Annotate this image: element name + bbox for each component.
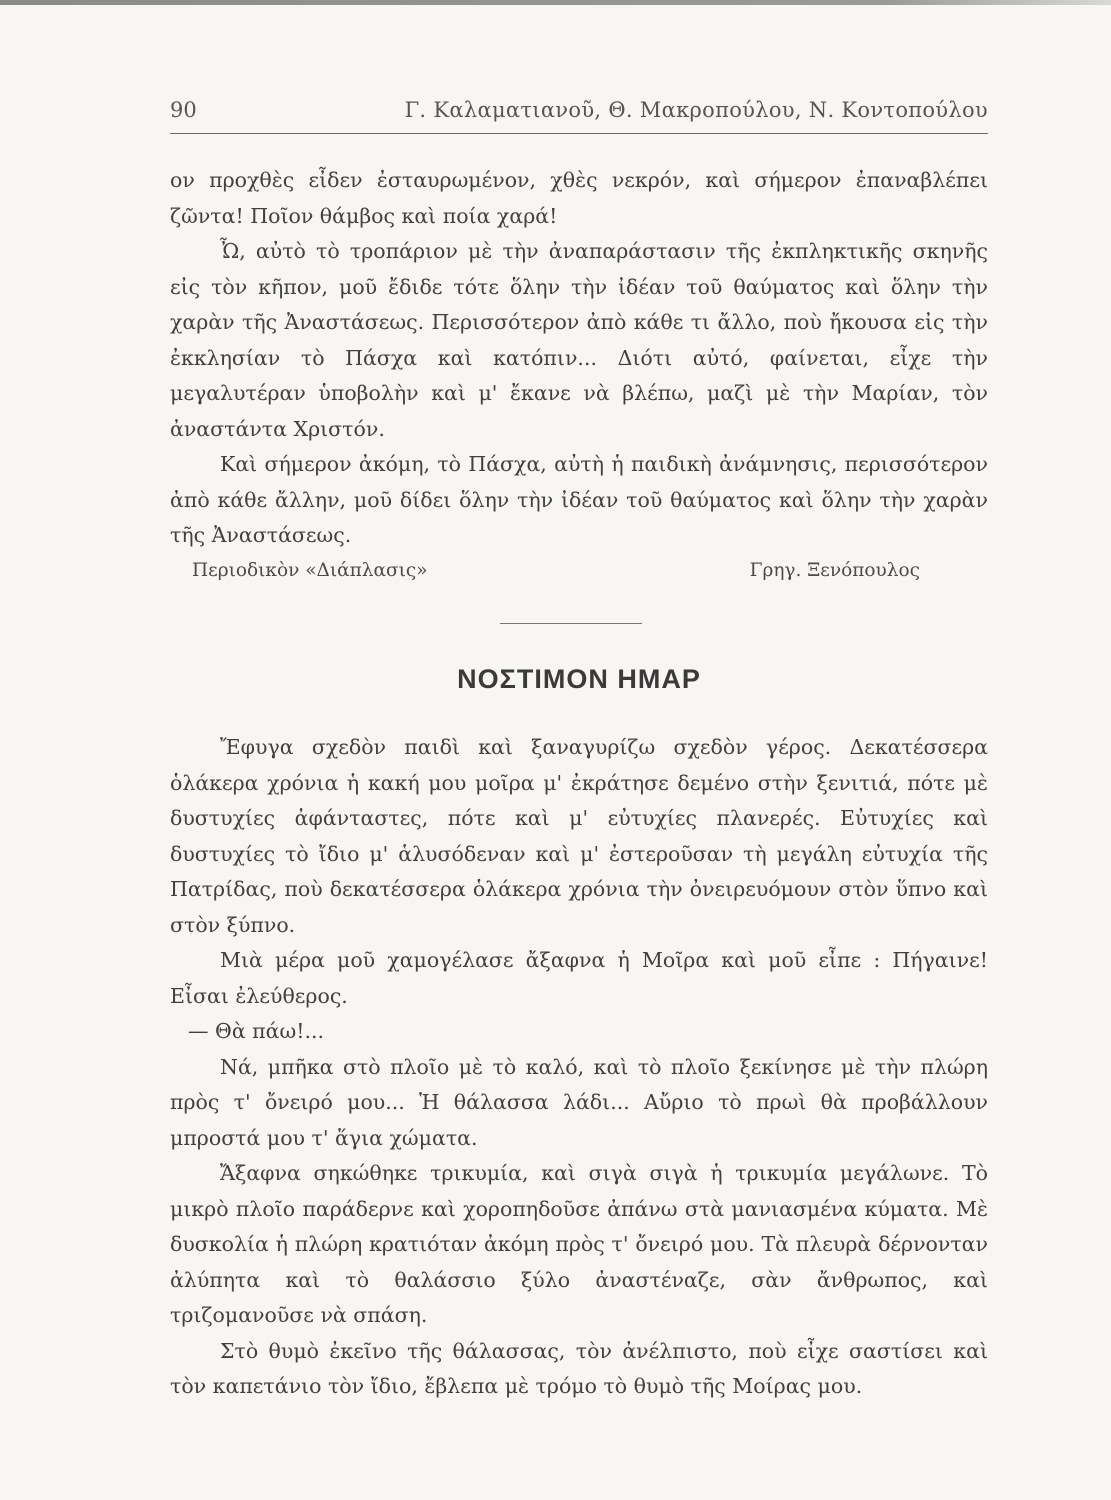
paragraph-continued: ον προχθὲς εἶδεν ἐσταυρωμένον, χθὲς νεκρόν, καὶ σήμερον ἐπαναβλέπει ζῶντα! Ποῖον θάμβος καὶ ποία χαρά! [170,168,988,228]
source-author: Γρηγ. Ξενόπουλος [749,560,920,581]
section-separator [500,623,642,624]
running-head [170,98,988,132]
paragraph: Μιὰ μέρα μοῦ χαμογέλασε ἄξαφνα ἡ Μοῖρα καὶ μοῦ εἶπε : Πήγαινε! Εἶσαι ἐλεύθερος. [170,948,988,1008]
paragraph: Στὸ θυμὸ ἐκεῖνο τῆς θάλασσας, τὸν ἀνέλπιστο, ποὺ εἶχε σαστίσει καὶ τὸν καπετάνιο τὸν ἴδιο, ἔβλεπα μὲ τρόμο τὸ θυμὸ τῆς Μοίρας μου. [170,1338,988,1398]
paragraph: Ἄξαφνα σηκώθηκε τρικυμία, καὶ σιγὰ σιγὰ ἡ τρικυμία μεγάλωνε. Τὸ μικρὸ πλοῖο παράδερνε καὶ χοροπηδοῦσε ἀπάνω στὰ μανιασμένα κύματα. Μὲ δυσκολία ἡ πλώρη κρατιόταν ἀκόμη πρὸς τ' ὄνειρό μου. Τὰ πλευρὰ δέρνονταν ἀλύπητα καὶ τὸ θαλάσσιο ξύλο ἀναστέναζε, σὰν ἄνθρωπος, καὶ τριζομανοῦσε νὰ σπάση. [170,1161,988,1327]
paragraph: Καὶ σήμερον ἀκόμη, τὸ Πάσχα, αὐτὴ ἡ παιδικὴ ἀνάμνησις, περισσότερον ἀπὸ κάθε ἄλλην, μοῦ δίδει ὅλην τὴν ἰδέαν τοῦ θαύματος καὶ ὅλην τὴν χαρὰν τῆς Ἀναστάσεως. [170,452,988,547]
paragraph: Ὦ, αὐτὸ τὸ τροπάριον μὲ τὴν ἀναπαράστασιν τῆς ἐκπληκτικῆς σκηνῆς εἰς τὸν κῆπον, μοῦ ἔδιδε τότε ὅλην τὴν ἰδέαν τοῦ θαύματος καὶ ὅλην τὴν χαρὰν τῆς Ἀναστάσεως. Περισσότερον ἀπὸ κάθε τι ἄλλο, ποὺ ἤκουσα εἰς τὴν ἐκκλησίαν τὸ Πάσχα καὶ κατόπιν... Διότι αὐτό, φαίνεται, εἶχε τὴν μεγαλυτέραν ὑποβολὴν καὶ μ' ἔκανε νὰ βλέπω, μαζὶ μὲ τὴν Μαρίαν, τὸν ἀναστάντα Χριστόν. [170,239,988,441]
scan-top-edge [0,0,1111,5]
page-number: 90 [170,98,197,122]
story-text-block [170,730,988,1405]
paragraph: Ἔφυγα σχεδὸν παιδὶ καὶ ξαναγυρίζω σχεδὸν γέρος. Δεκατέσσερα ὁλάκερα χρόνια ἡ κακή μου μοῖρα μ' ἐκράτησε δεμένο στὴν ξενιτιά, πότε μὲ δυστυχίες ἀφάνταστες, πότε καὶ μ' εὐτυχίες πλανερές. Εὐτυχίες καὶ δυστυχίες τὸ ἴδιο μ' ἁλυσόδεναν καὶ μ' ἐστεροῦσαν τὴ μεγάλη εὐτυχία τῆς Πατρίδας, ποὺ δεκατέσσερα ὁλάκερα χρόνια τὴν ὀνειρευόμουν στὸν ὕπνο καὶ στὸν ξύπνο. [170,735,988,937]
header-authors: Γ. Καλαματιανοῦ, Θ. Μακροπούλου, Ν. Κοντοπούλου [404,98,988,122]
dialogue-line: — Θὰ πάω!... [188,1019,325,1043]
continued-text-block [170,163,988,554]
header-rule [170,133,988,134]
source-periodical: Περιοδικὸν «Διάπλασις» [192,560,428,581]
paragraph: Νά, μπῆκα στὸ πλοῖο μὲ τὸ καλό, καὶ τὸ πλοῖο ξεκίνησε μὲ τὴν πλώρη πρὸς τ' ὄνειρό μου... Ἡ θάλασσα λάδι... Αὔριο τὸ πρωὶ θὰ προβάλλουν μπροστά μου τ' ἅγια χώματα. [170,1054,988,1150]
section-title: ΝΟΣΤΙΜΟΝ ΗΜΑΡ [457,664,701,694]
